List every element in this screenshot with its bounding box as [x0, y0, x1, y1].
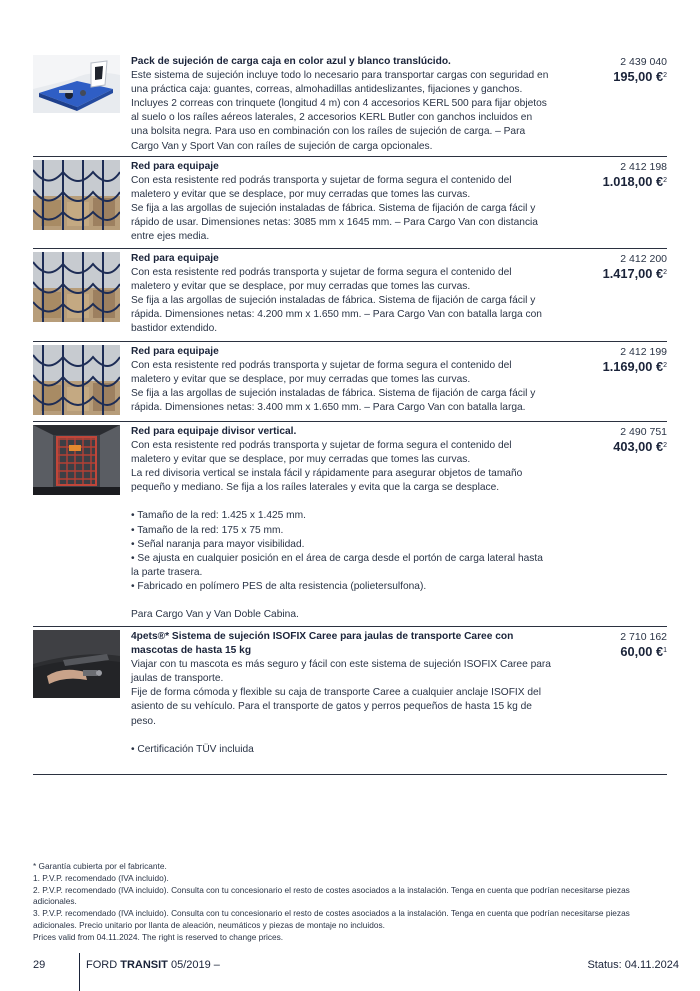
edition: 05/2019 –	[170, 959, 220, 971]
luggage-net-image	[33, 160, 120, 248]
price-footnote-ref: 2	[663, 442, 667, 449]
price-footnote-ref: 2	[663, 72, 667, 79]
part-number: 2 412 198	[620, 161, 667, 173]
price: 1.169,00 €$^2$	[602, 359, 667, 374]
part-number: 2 412 199	[620, 346, 667, 358]
product-row	[33, 52, 667, 157]
product-description: Este sistema de sujeción incluye todo lo necesario para transportar cargas con seguridad en una práctica caja: guantes, correas, almohadillas antideslizantes, fijaciones y ganchos. Incluyes 2 correas con trinquete (longitud 4 m) con 4 accesorios KERL 500 para fijar objetos al suelo o los raíles aéreos laterales, 2 accesorios KERL Butler con ganchos incluidos en una bolsita negra. Para uso en combinación con los raíles de sujeción de carga. – Para Cargo Van y Sport Van con raíles de sujeción de carga opcionales.	[131, 70, 549, 152]
product-description: Con esta resistente red podrás transporta y sujetar de forma segura el contenido del maletero y evitar que se desplace, por muy cerradas que tomes las curvas.	[131, 440, 512, 466]
price: 1.417,00 €$^2$	[602, 266, 667, 281]
feature-item: • Señal naranja para mayor visibilidad.	[131, 538, 305, 550]
part-number: 2 412 200	[620, 253, 667, 265]
product-description: Se fija a las argollas de sujeción instaladas de fábrica. Sistema de fijación de carga fácil y rápida. Dimensiones netas: 4.200 mm x 1.650 mm. – Para Cargo Van con batalla larga con bastidor extendido.	[131, 295, 542, 335]
brand-model: TRANSIT	[120, 959, 168, 971]
feature-list	[131, 509, 551, 594]
part-number: 2 439 040	[620, 56, 667, 68]
footnote: Prices valid from 04.11.2024. The right is reserved to change prices.	[33, 931, 284, 942]
price: 403,00 €$^2$	[613, 439, 667, 454]
product-row	[33, 157, 667, 249]
product-title: Red para equipaje divisor vertical.	[131, 426, 297, 437]
product-description: Se fija a las argollas de sujeción instaladas de fábrica. Sistema de fijación de carga fácil y rápido de usar. Dimensiones netas: 3085 mm x 1645 mm. – Para Cargo Van con distancia entre ejes media.	[131, 203, 538, 243]
product-description: Viajar con tu mascota es más seguro y fácil con este sistema de sujeción ISOFIX Caree para jaulas de transporte.	[131, 659, 551, 685]
feature-item: • Fabricado en polímero PES de alta resistencia (polietersulfona).	[131, 580, 427, 592]
footnote: * Garantía cubierta por el fabricante.	[33, 861, 167, 871]
product-title: 4pets®* Sistema de sujeción ISOFIX Caree para jaulas de transporte Caree con mascotas de hasta 15 kg	[131, 631, 514, 657]
footnote: 3. P.V.P. recomendado (IVA incluido). Consulta con tu concesionario el resto de costes asociados a la instalación. Tenga en cuenta que podrían necesitarse piezas adicionales. Precio unitario por llanta de aleación, neumáticos y piezas de montaje no incluidos.	[33, 908, 630, 930]
page-number: 29	[33, 959, 46, 971]
price: 195,00 €$^2$	[613, 69, 667, 84]
feature-item: • Tamaño de la red: 175 x 75 mm.	[131, 524, 284, 536]
luggage-net-image	[33, 345, 120, 421]
product-description: Con esta resistente red podrás transporta y sujetar de forma segura el contenido del maletero y evitar que se desplace, por muy cerradas que tomes las curvas.	[131, 360, 512, 386]
product-row	[33, 249, 667, 342]
price: 60,00 €$^1$	[620, 644, 667, 659]
brand-edition	[86, 959, 220, 971]
isofix-seat-image	[33, 630, 120, 774]
product-title: Pack de sujeción de carga caja en color azul y blanco translúcido.	[131, 56, 451, 67]
feature-item: • Tamaño de la red: 1.425 x 1.425 mm.	[131, 510, 306, 522]
feature-item: • Se ajusta en cualquier posición en el área de carga desde el portón de carga lateral hasta la parte trasera.	[131, 552, 543, 578]
price-footnote-ref: 2	[663, 362, 667, 369]
compatibility-note: Para Cargo Van y Van Doble Cabina.	[131, 609, 299, 621]
part-number: 2 710 162	[620, 631, 667, 643]
price-footnote-ref: 2	[663, 269, 667, 276]
part-number: 2 490 751	[620, 426, 667, 438]
status-date: Status: 04.11.2024	[587, 959, 679, 971]
product-title: Red para equipaje	[131, 253, 219, 264]
product-row	[33, 342, 667, 422]
cargo-kit-box-image	[33, 55, 120, 156]
brand-prefix: FORD	[86, 959, 118, 971]
vertical-net-image	[33, 425, 120, 626]
product-row	[33, 422, 667, 627]
product-title: Red para equipaje	[131, 161, 219, 172]
price-footnote-ref: 1	[663, 647, 667, 654]
product-description: Con esta resistente red podrás transporta y sujetar de forma segura el contenido del maletero y evitar que se desplace, por muy cerradas que tomes las curvas.	[131, 175, 512, 201]
product-title: Red para equipaje	[131, 346, 219, 357]
feature-list	[131, 743, 551, 757]
product-description: La red divisoria vertical se instala fácil y rápidamente para asegurar objetos de tamaño pequeño y mediano. Se fija a los raíles laterales y evita que la carga se desplace.	[131, 468, 523, 494]
footnote: 1. P.V.P. recomendado (IVA incluido).	[33, 872, 169, 883]
product-description: Fije de forma cómoda y flexible su caja de transporte Caree a cualquier anclaje ISOFIX del asiento de su vehículo. Para el transporte de gatos y perros pequeños de hasta 15 kg de peso.	[131, 687, 541, 727]
price: 1.018,00 €$^2$	[602, 174, 667, 189]
feature-item: • Certificación TÜV incluida	[131, 743, 254, 755]
page-footer	[33, 957, 679, 977]
product-description: Se fija a las argollas de sujeción instaladas de fábrica. Sistema de fijación de carga fácil y rápida. Dimensiones netas: 3.400 mm x 1.650 mm. – Para Cargo Van con batalla larga.	[131, 388, 536, 414]
product-row	[33, 627, 667, 775]
luggage-net-image	[33, 252, 120, 341]
footnotes	[33, 861, 673, 944]
footnote: 2. P.V.P. recomendado (IVA incluido). Consulta con tu concesionario el resto de costes asociados a la instalación. Tenga en cuenta que podrían necesitarse piezas adicionales.	[33, 884, 630, 907]
footer-divider	[79, 953, 80, 991]
price-footnote-ref: 2	[663, 177, 667, 184]
product-description: Con esta resistente red podrás transporta y sujetar de forma segura el contenido del maletero y evitar que se desplace, por muy cerradas que tomes las curvas.	[131, 267, 512, 293]
accessory-catalog	[33, 52, 667, 775]
